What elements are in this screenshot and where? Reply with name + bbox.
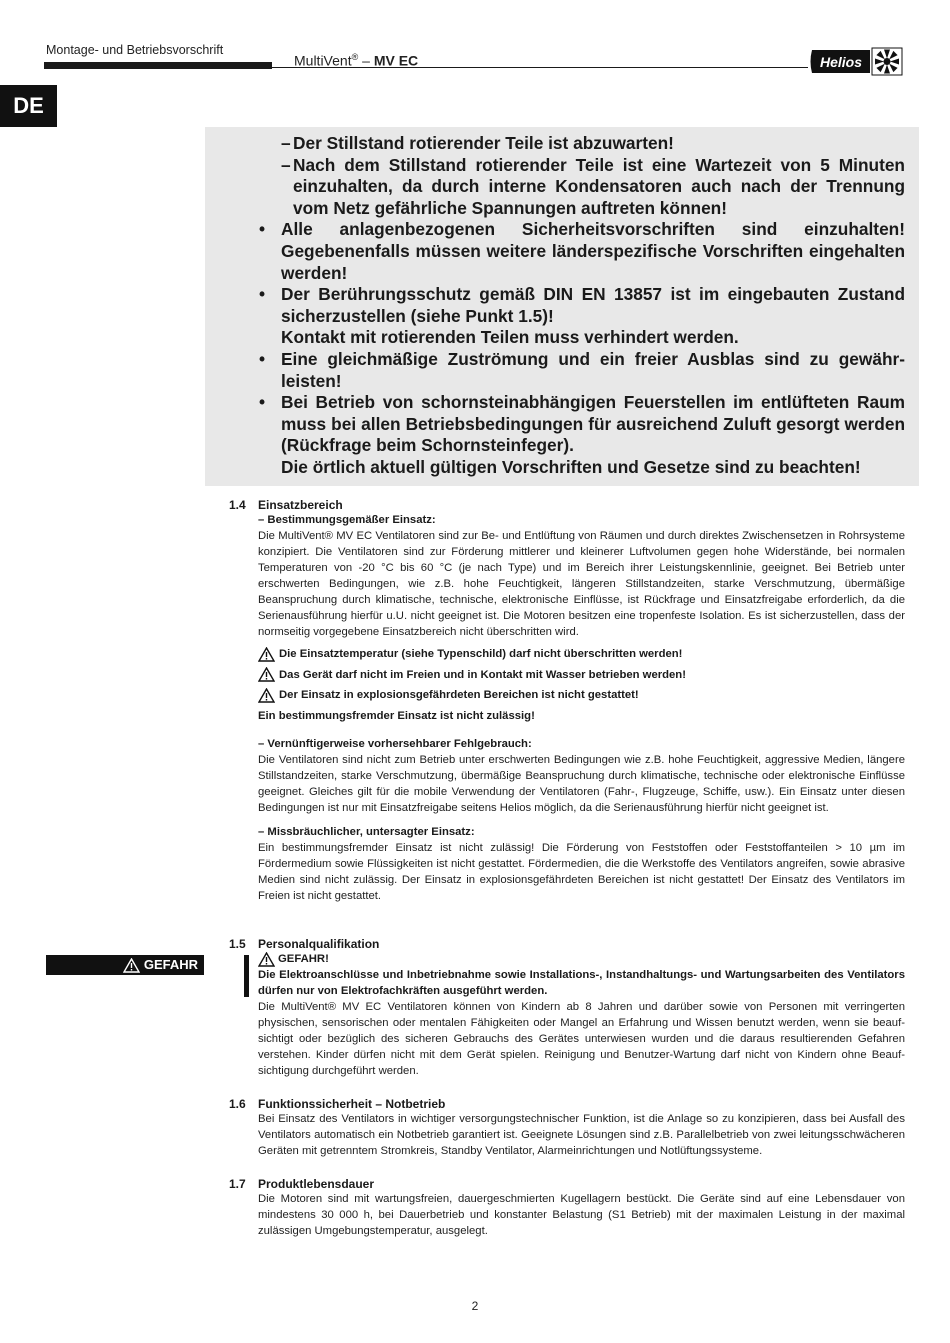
document-type: Montage- und Betriebsvorschrift [46,43,224,57]
section-number: 1.4 [229,498,246,512]
warning-triangle-icon [258,952,275,967]
bullet-text-extra: Die örtlich aktuell gültigen Vorschriften und Gesetze sind zu beachten! [281,456,861,477]
bullet-mark: • [259,284,266,305]
danger-text: Die Elektroanschlüsse und Inbetriebnahme sowie Installations-, Instandhaltungs- und Wartungsarbeiten des Ventilators dürfen nur von Elektrofachkräften ausgeführt werden. [258,969,905,997]
section-number: 1.5 [229,937,246,951]
section-number: 1.6 [229,1097,246,1111]
bullet-text: Der Berührungsschutz gemäß DIN EN 13857 ist im eingebauten Zustand sicherzustellen (siehe Punkt 1.5)! [281,284,905,326]
paragraph: Die MultiVent® MV EC Ventilatoren sind zur Be- und Entlüftung von Räumen und durch direktes Zwischensetzen in Rohrsysteme konzipiert. Die Ventilatoren sind zur Förderung mittlerer und kleinerer Luftvolumen gegen hohe Widerstände, bei normalen Temperaturen von -20 °C bis 60 °C (je nach Type) und im Bereich ihrer Leistungskennlinie, geeignet. Bei Betrieb unter erschwerten Bedingungen, wie z.B. hohe Feuchtigkeit, längeren Stillstandzeiten, starke Verschmutzung, übermäßige Beanspruchung durch klimatische, technische, elektronische Einflüsse, ist Rückfrage und Einsatzfreigabe erforderlich, da die Serienausführung hierfür u.U. nicht geeignet ist. Die Motoren besitzen eine tropenfeste Isolation. Es ist sicherzustellen, dass der normseitig vorgegebene Einsatzbereich nicht überschritten wird. [258,530,905,638]
bullet-text-extra: Kontakt mit rotierenden Teilen muss verhindert werden. [281,327,739,348]
dash-item-text: Der Stillstand rotierender Teile ist abzuwarten! [293,133,674,153]
section-number: 1.7 [229,1177,246,1191]
warning-triangle-icon [258,688,275,703]
bullet-item [205,284,905,349]
dash-item-text: Nach dem Stillstand rotierender Teile ist eine Wartezeit von 5 Minuten einzuhalten, da durch interne Kondensatoren auch nach der Trennung vom Netz gefährliche Spannungen auftreten können! [293,154,905,218]
page-number: 2 [471,1299,479,1313]
danger-marker-bar [244,955,249,997]
section-1-4 [258,498,905,904]
dash-item [205,155,905,220]
dash-item [205,133,905,155]
danger-heading-text: GEFAHR! [278,953,329,965]
header-bar [44,62,272,69]
warning-triangle-icon [123,958,140,973]
warning-text: Die Einsatztemperatur (siehe Typenschild) darf nicht überschritten werden! [279,648,683,660]
dash-mark: – [281,133,291,153]
safety-notice-box [205,127,919,486]
bullet-text: Bei Betrieb von schornsteinabhängigen Feuerstellen im entlüfteten Raum muss bei allen Betriebsbedingungen für ausreichend Zuluft gesorgt werden (Rückfrage beim Schornsteinfeger). [281,392,905,456]
bullet-text: Eine gleichmäßige Zuströmung und ein freier Ausblas sind zu gewährleisten! [281,348,905,391]
helios-fan-logo-icon [808,46,903,76]
danger-heading [258,951,905,967]
subheading: – Bestimmungsgemäßer Einsatz: [258,514,436,526]
section-title: Funktionssicherheit – Notbetrieb [258,1097,446,1111]
subheading: – Missbräuchlicher, untersagter Einsatz: [258,826,475,838]
product-reg-mark: ® [351,52,359,62]
warning-line [258,685,905,706]
danger-badge [46,955,204,975]
logo-text: Helios [819,54,863,70]
warning-triangle-icon [258,647,275,662]
paragraph: Bei Einsatz des Ventilators in wichtiger versorgungstechnischer Funktion, ist die Anlage so zu konzipieren, dass bei Ausfall des Ventilators automatisch ein Notbetrieb garantiert ist. Geeignete Lösungen sind z.B. Parallelbetrieb von zwei leitungsschwächeren Geräten mit getrenntem Stromkreis, Standby Ventilator, Alarmeinrichtungen und Notlüftungssysteme. [258,1113,905,1157]
warning-text: Der Einsatz in explosionsgefährdeten Bereichen ist nicht gestattet! [279,689,639,701]
section-title: Produktlebensdauer [258,1177,375,1191]
section-title: Personalqualifikation [258,937,380,951]
bullet-item [205,349,905,392]
language-tab: DE [0,85,57,127]
dash-mark: – [281,154,291,175]
bullet-item [205,392,905,478]
warning-line [258,665,905,686]
product-title [294,52,418,69]
bullet-mark: • [259,392,266,413]
section-1-7 [258,1177,905,1239]
not-allowed-line: Ein bestimmungsfremder Einsatz ist nicht zulässig! [258,709,535,722]
warning-line [258,644,905,665]
paragraph: Die MultiVent® MV EC Ventilatoren können von Kindern ab 8 Jahren und darüber sowie von Personen mit verringerten physischen, sensorischen oder mentalen Fähigkeiten oder Mangel an Erfahrung und Wissen benutzt werden, wenn sie beaufsichtigt oder bezüglich des sicheren Gebrauchs des Gerätes unterwiesen wurden und die daraus resultierenden Gefahren verstehen. Kinder dürfen nicht mit dem Gerät spielen. Reinigung und Benutzer-Wartung darf nicht von Kindern ohne Beaufsichtigung durchgeführt werden. [258,1001,905,1077]
product-name: MultiVent [294,52,352,69]
bullet-item [205,219,905,284]
product-separator: – [358,52,374,69]
helios-logo [808,46,903,76]
section-1-5 [258,937,905,1079]
warning-triangle-icon [258,667,275,682]
product-model: MV EC [373,52,419,69]
paragraph: Die Ventilatoren sind nicht zum Betrieb unter erschwerten Bedingungen wie z.B. hohe Feuchtigkeit, aggressive Medien, längere Stillstandzeiten, starke Verschmutzung, übermäßige Beanspruchung durch klimatische, technische oder elektronische Einflüsse geeignet. Gleiches gilt für die mobile Verwendung der Ventilatoren (Fahr-, Flugzeuge, Schiffe, usw.). Ein Einsatz unter diesen Bedingungen ist nur mit Einsatzfreigabe seitens Helios möglich, da die Serienausführung hierfür nicht geeignet ist. [258,754,905,814]
section-1-6 [258,1097,905,1159]
paragraph: Ein bestimmungsfremder Einsatz ist nicht zulässig! Die Förderung von Feststoffen oder Feststoffanteilen > 10 µm im Fördermedium sowie Flüssigkeiten ist nicht gestattet. Fördermedien, die die Werkstoffe des Ventilators angreifen, sowie abrasive Medien sind nicht zulässig. Der Einsatz in explosionsgefährdeten Bereichen ist nicht gestattet! Der Einsatz des Ventilators im Freien ist nicht gestattet. [258,842,905,902]
bullet-text: Alle anlagenbezogenen Sicherheitsvorschriften sind einzuhalten! Gegebenenfalls müssen weitere länderspezifische Vorschriften eingehalten werden! [281,219,905,283]
bullet-mark: • [259,219,266,240]
bullet-mark: • [259,348,266,369]
warning-text: Das Gerät darf nicht im Freien und in Kontakt mit Wasser betrieben werden! [279,668,686,681]
subheading: – Vernünftigerweise vorhersehbarer Fehlgebrauch: [258,738,532,750]
section-title: Einsatzbereich [258,498,343,512]
paragraph: Die Motoren sind mit wartungsfreien, dauergeschmierten Kugellagern bestückt. Die Geräte sind auf eine Lebensdauer von mindestens 30 000 h, bei Dauerbetrieb und konstanter Belastung (S1 Betrieb) mit der maximalen Leistung in der maximal zulässigen Umgebungstemperatur, ausgelegt. [258,1193,905,1237]
danger-badge-label: GEFAHR [143,957,198,972]
